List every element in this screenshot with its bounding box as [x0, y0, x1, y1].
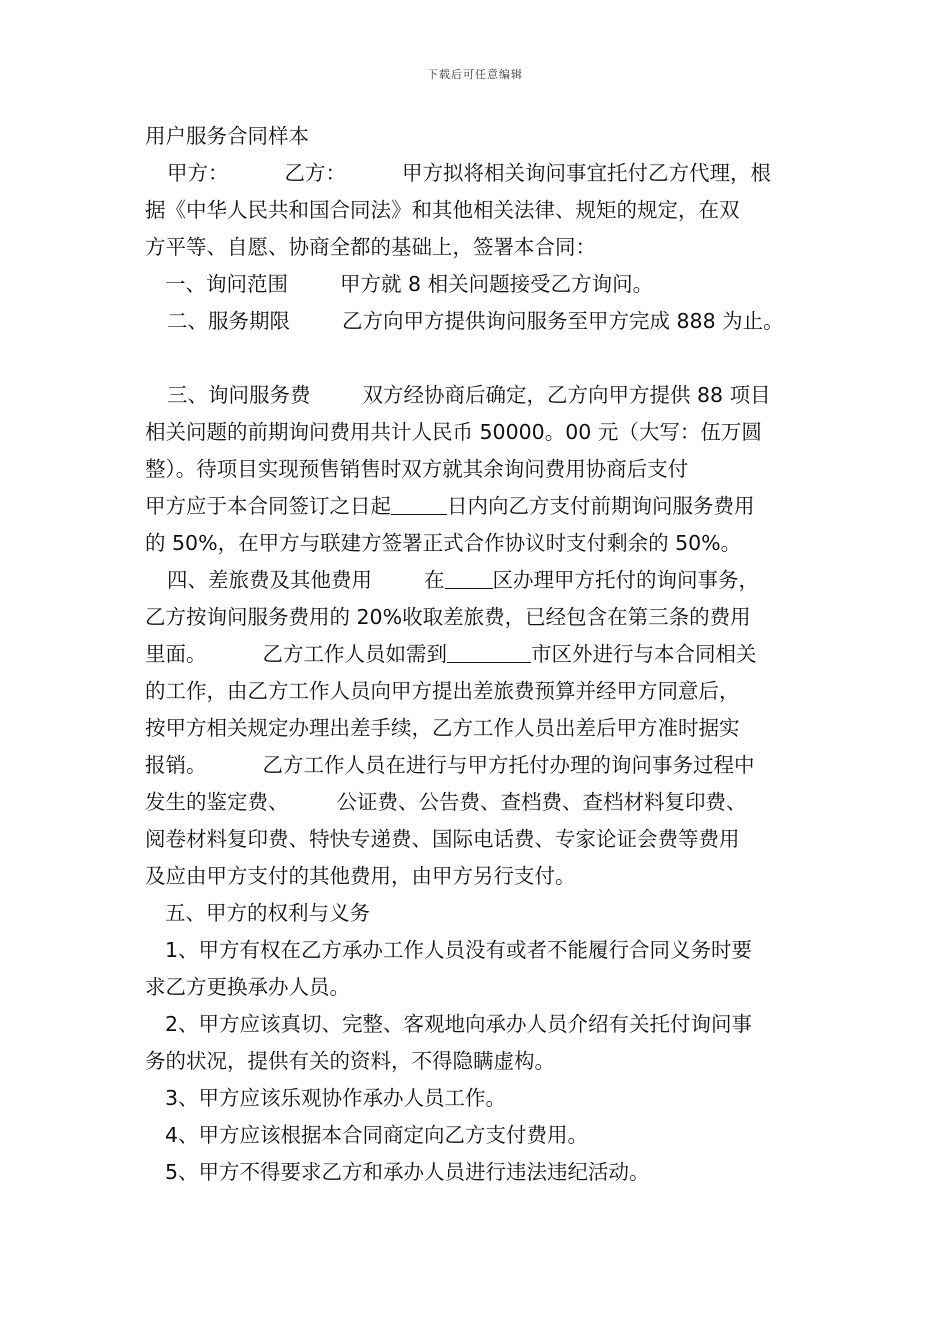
- section-1-text: 甲方就 8 相关问题接受乙方询问。: [340, 272, 654, 296]
- section-4-line-4: 的工作，由乙方工作人员向甲方提出差旅费预算并经甲方同意后，: [145, 679, 740, 703]
- intro-line-1: [145, 155, 825, 192]
- section-5-item-5-text: 5、甲方不得要求乙方和承办人员进行违法违纪活动。: [165, 1160, 650, 1184]
- section-5-title-line: [145, 895, 825, 932]
- section-4-line-2: 乙方按询问服务费用的 20%收取差旅费，已经包含在第三条的费用: [145, 605, 751, 629]
- section-3-line-2: 相关问题的前期询问费用共计人民币 50000。00 元（大写：伍万圆: [145, 420, 762, 444]
- section-3-line-3: 整）。待项目实现预售销售时双方就其余询问费用协商后支付: [145, 457, 689, 481]
- spacer-line: [145, 340, 825, 377]
- section-3-title: 三、询问服务费: [167, 383, 311, 407]
- section-4-line-9: 及应由甲方支付的其他费用，由甲方另行支付。: [145, 864, 576, 888]
- section-4-line-8: 阅卷材料复印费、特快专递费、国际电话费、专家论证会费等费用: [145, 827, 740, 851]
- section-4-title: 四、差旅费及其他费用: [167, 568, 372, 592]
- party-b-label: 乙方：: [284, 161, 346, 185]
- section-4-line-6: [145, 747, 825, 784]
- section-4-text-6a: 报销。: [145, 753, 207, 777]
- section-1-title: 一、询问范围: [165, 272, 288, 296]
- contract-body: [145, 118, 825, 1191]
- section-5-item-3: [145, 1080, 825, 1117]
- section-5-item-2b: 务的状况，提供有关的资料，不得隐瞒虚构。: [145, 1049, 555, 1073]
- section-3-text-4b: 日内向乙方支付前期询问服务费用: [447, 494, 755, 518]
- section-2-text: 乙方向甲方提供询问服务至甲方完成 888 为止。: [342, 309, 784, 333]
- section-5-item-3-text: 3、甲方应该乐观协作承办人员工作。: [165, 1086, 507, 1110]
- section-3-line-5: 的 50%，在甲方与联建方签署正式合作协议时支付剩余的 50%。: [145, 531, 742, 555]
- intro-text-1: 甲方拟将相关询问事宜托付乙方代理，根: [402, 161, 771, 185]
- section-4-line-1: [145, 562, 825, 599]
- section-2-title: 二、服务期限: [167, 309, 290, 333]
- document-title: 用户服务合同样本: [145, 124, 309, 148]
- section-4-text-7a: 发生的鉴定费、: [145, 790, 289, 814]
- section-5-item-2a-text: 2、甲方应该真切、完整、客观地向承办人员介绍有关托付询问事: [165, 1012, 753, 1036]
- city-blank: [447, 640, 531, 663]
- section-3-text-4a: 甲方应于本合同签订之日起: [145, 494, 391, 518]
- party-a-label: 甲方：: [167, 161, 229, 185]
- section-4-line-5: 按甲方相关规定办理出差手续，乙方工作人员出差后甲方准时据实: [145, 716, 740, 740]
- section-4-text-1a: 在: [424, 568, 445, 592]
- section-4-line-3: [145, 636, 825, 673]
- section-4-text-1b: 区办理甲方托付的询问事务，: [492, 568, 759, 592]
- district-blank: [445, 566, 493, 589]
- section-4-text-6b: 乙方工作人员在进行与甲方托付办理的询问事务过程中: [262, 753, 755, 777]
- page-header-note: 下载后可任意编辑: [427, 68, 523, 81]
- section-4-text-7b: 公证费、公告费、查档费、查档材料复印费、: [336, 790, 747, 814]
- section-4-text-3b: 乙方工作人员如需到: [262, 642, 447, 666]
- intro-line-3: 方平等、自愿、协商全都的基础上，签署本合同：: [145, 235, 596, 259]
- section-5-item-1a: [145, 932, 825, 969]
- section-3-text-1: 双方经协商后确定，乙方向甲方提供 88 项目: [362, 383, 771, 407]
- section-2: [145, 303, 825, 340]
- section-5-item-1a-text: 1、甲方有权在乙方承办工作人员没有或者不能履行合同义务时要: [165, 938, 753, 962]
- section-4-text-3c: 市区外进行与本合同相关: [531, 642, 757, 666]
- section-3-line-4: [145, 488, 825, 525]
- section-5-item-4: [145, 1117, 825, 1154]
- section-4-text-3a: 里面。: [145, 642, 207, 666]
- section-5-item-4-text: 4、甲方应该根据本合同商定向乙方支付费用。: [165, 1123, 589, 1147]
- section-5-item-1b: 求乙方更换承办人员。: [145, 975, 350, 999]
- section-3-line-1: [145, 377, 825, 414]
- section-5-title: 五、甲方的权利与义务: [165, 901, 370, 925]
- section-1: [145, 266, 825, 303]
- section-5-item-2a: [145, 1006, 825, 1043]
- intro-line-2: 据《中华人民共和国合同法》和其他相关法律、规矩的规定，在双: [145, 198, 740, 222]
- section-4-line-7: [145, 784, 825, 821]
- days-blank: [391, 492, 447, 515]
- section-5-item-5: [145, 1154, 825, 1191]
